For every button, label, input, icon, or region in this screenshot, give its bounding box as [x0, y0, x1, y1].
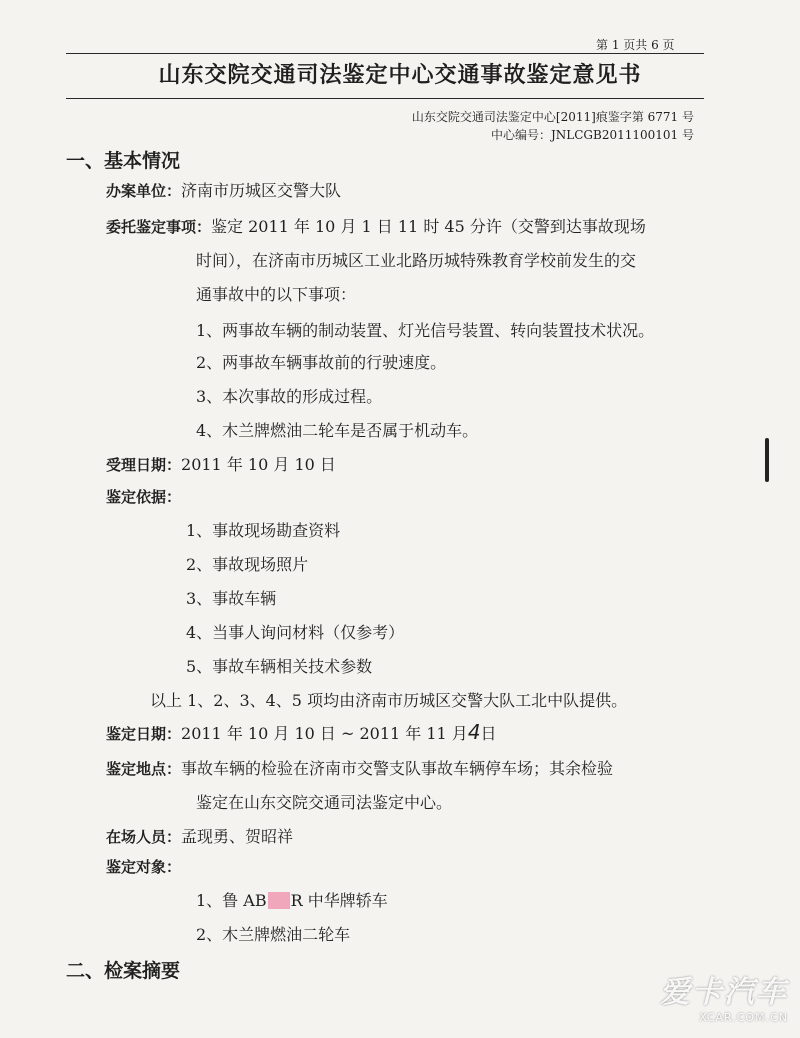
- document-number: 山东交院交通司法鉴定中心[2011]痕鉴字第 6771 号: [411, 110, 694, 124]
- handwritten-day: 4: [467, 720, 481, 744]
- entrusted-item: 1、两事故车辆的制动装置、灯光信号装置、转向装置技术状况。: [196, 321, 655, 340]
- basis-item: 4、当事人询问材料（仅参考）: [186, 623, 405, 642]
- entrusted-item: 4、木兰牌燃油二轮车是否属于机动车。: [196, 421, 479, 440]
- appraisal-date-value: 2011 年 10 月 10 日 ~ 2011 年 11 月: [181, 724, 468, 743]
- page-number: 第 1 页共 6 页: [596, 38, 675, 52]
- object-item-1-prefix: 1、鲁 AB: [196, 891, 267, 910]
- header-bottom-rule: [66, 98, 704, 99]
- entrusted-row: [106, 214, 646, 237]
- object-item-2: 2、木兰牌燃油二轮车: [196, 925, 351, 944]
- objects-label: 鉴定对象：: [106, 858, 182, 876]
- accept-date-value: 2011 年 10 月 10 日: [181, 455, 336, 474]
- location-row: [106, 756, 613, 779]
- section-heading-basic-info: 一、基本情况: [66, 150, 181, 172]
- watermark-logo-text: 爱卡汽车: [660, 975, 788, 1010]
- entrusted-line-1: 鉴定 2011 年 10 月 1 日 11 时 45 分许（交警到达事故现场: [211, 217, 646, 236]
- present-value: 孟现勇、贺昭祥: [181, 827, 294, 846]
- accept-date-row: [106, 452, 336, 475]
- present-row: [106, 824, 293, 847]
- handling-unit-label: 办案单位：: [106, 182, 182, 200]
- entrusted-line-3: 通事故中的以下事项：: [196, 285, 357, 304]
- basis-item: 3、事故车辆: [186, 589, 277, 608]
- location-line-2: 鉴定在山东交院交通司法鉴定中心。: [196, 793, 453, 812]
- appraisal-date-label: 鉴定日期：: [106, 725, 182, 743]
- watermark-url: XCAR.COM.CN: [699, 1011, 788, 1024]
- location-label: 鉴定地点：: [106, 760, 182, 778]
- appraisal-date-row: [106, 720, 497, 744]
- object-item-1-suffix: R 中华牌轿车: [290, 891, 388, 910]
- entrusted-line-2: 时间），在济南市历城区工业北路历城特殊教育学校前发生的交: [196, 251, 637, 270]
- entrusted-item: 2、两事故车辆事故前的行驶速度。: [196, 353, 447, 372]
- present-label: 在场人员：: [106, 828, 182, 846]
- watermark: [660, 967, 788, 1024]
- basis-item: 2、事故现场照片: [186, 555, 309, 574]
- location-line-1: 事故车辆的检验在济南市交警支队事故车辆停车场；其余检验: [181, 759, 614, 778]
- entrusted-label: 委托鉴定事项：: [106, 218, 212, 236]
- basis-label: 鉴定依据：: [106, 488, 182, 506]
- basis-item: 5、事故车辆相关技术参数: [186, 657, 373, 676]
- margin-mark: [765, 438, 769, 482]
- entrusted-item: 3、本次事故的形成过程。: [196, 387, 383, 406]
- section-heading-case-summary: 二、检案摘要: [66, 960, 181, 982]
- basis-note: 以上 1、2、3、4、5 项均由济南市历城区交警大队工北中队提供。: [150, 691, 628, 710]
- redaction-mark: [268, 892, 290, 909]
- object-item-1: [196, 888, 388, 911]
- handling-unit-value: 济南市历城区交警大队: [181, 181, 342, 200]
- header-top-rule: [66, 53, 704, 54]
- accept-date-label: 受理日期：: [106, 456, 182, 474]
- center-number: 中心编号：JNLCGB2011100101 号: [490, 128, 694, 142]
- handling-unit-row: [106, 178, 341, 201]
- document-title: 山东交院交通司法鉴定中心交通事故鉴定意见书: [158, 63, 642, 88]
- appraisal-date-suffix: 日: [480, 724, 497, 743]
- basis-item: 1、事故现场勘查资料: [186, 521, 341, 540]
